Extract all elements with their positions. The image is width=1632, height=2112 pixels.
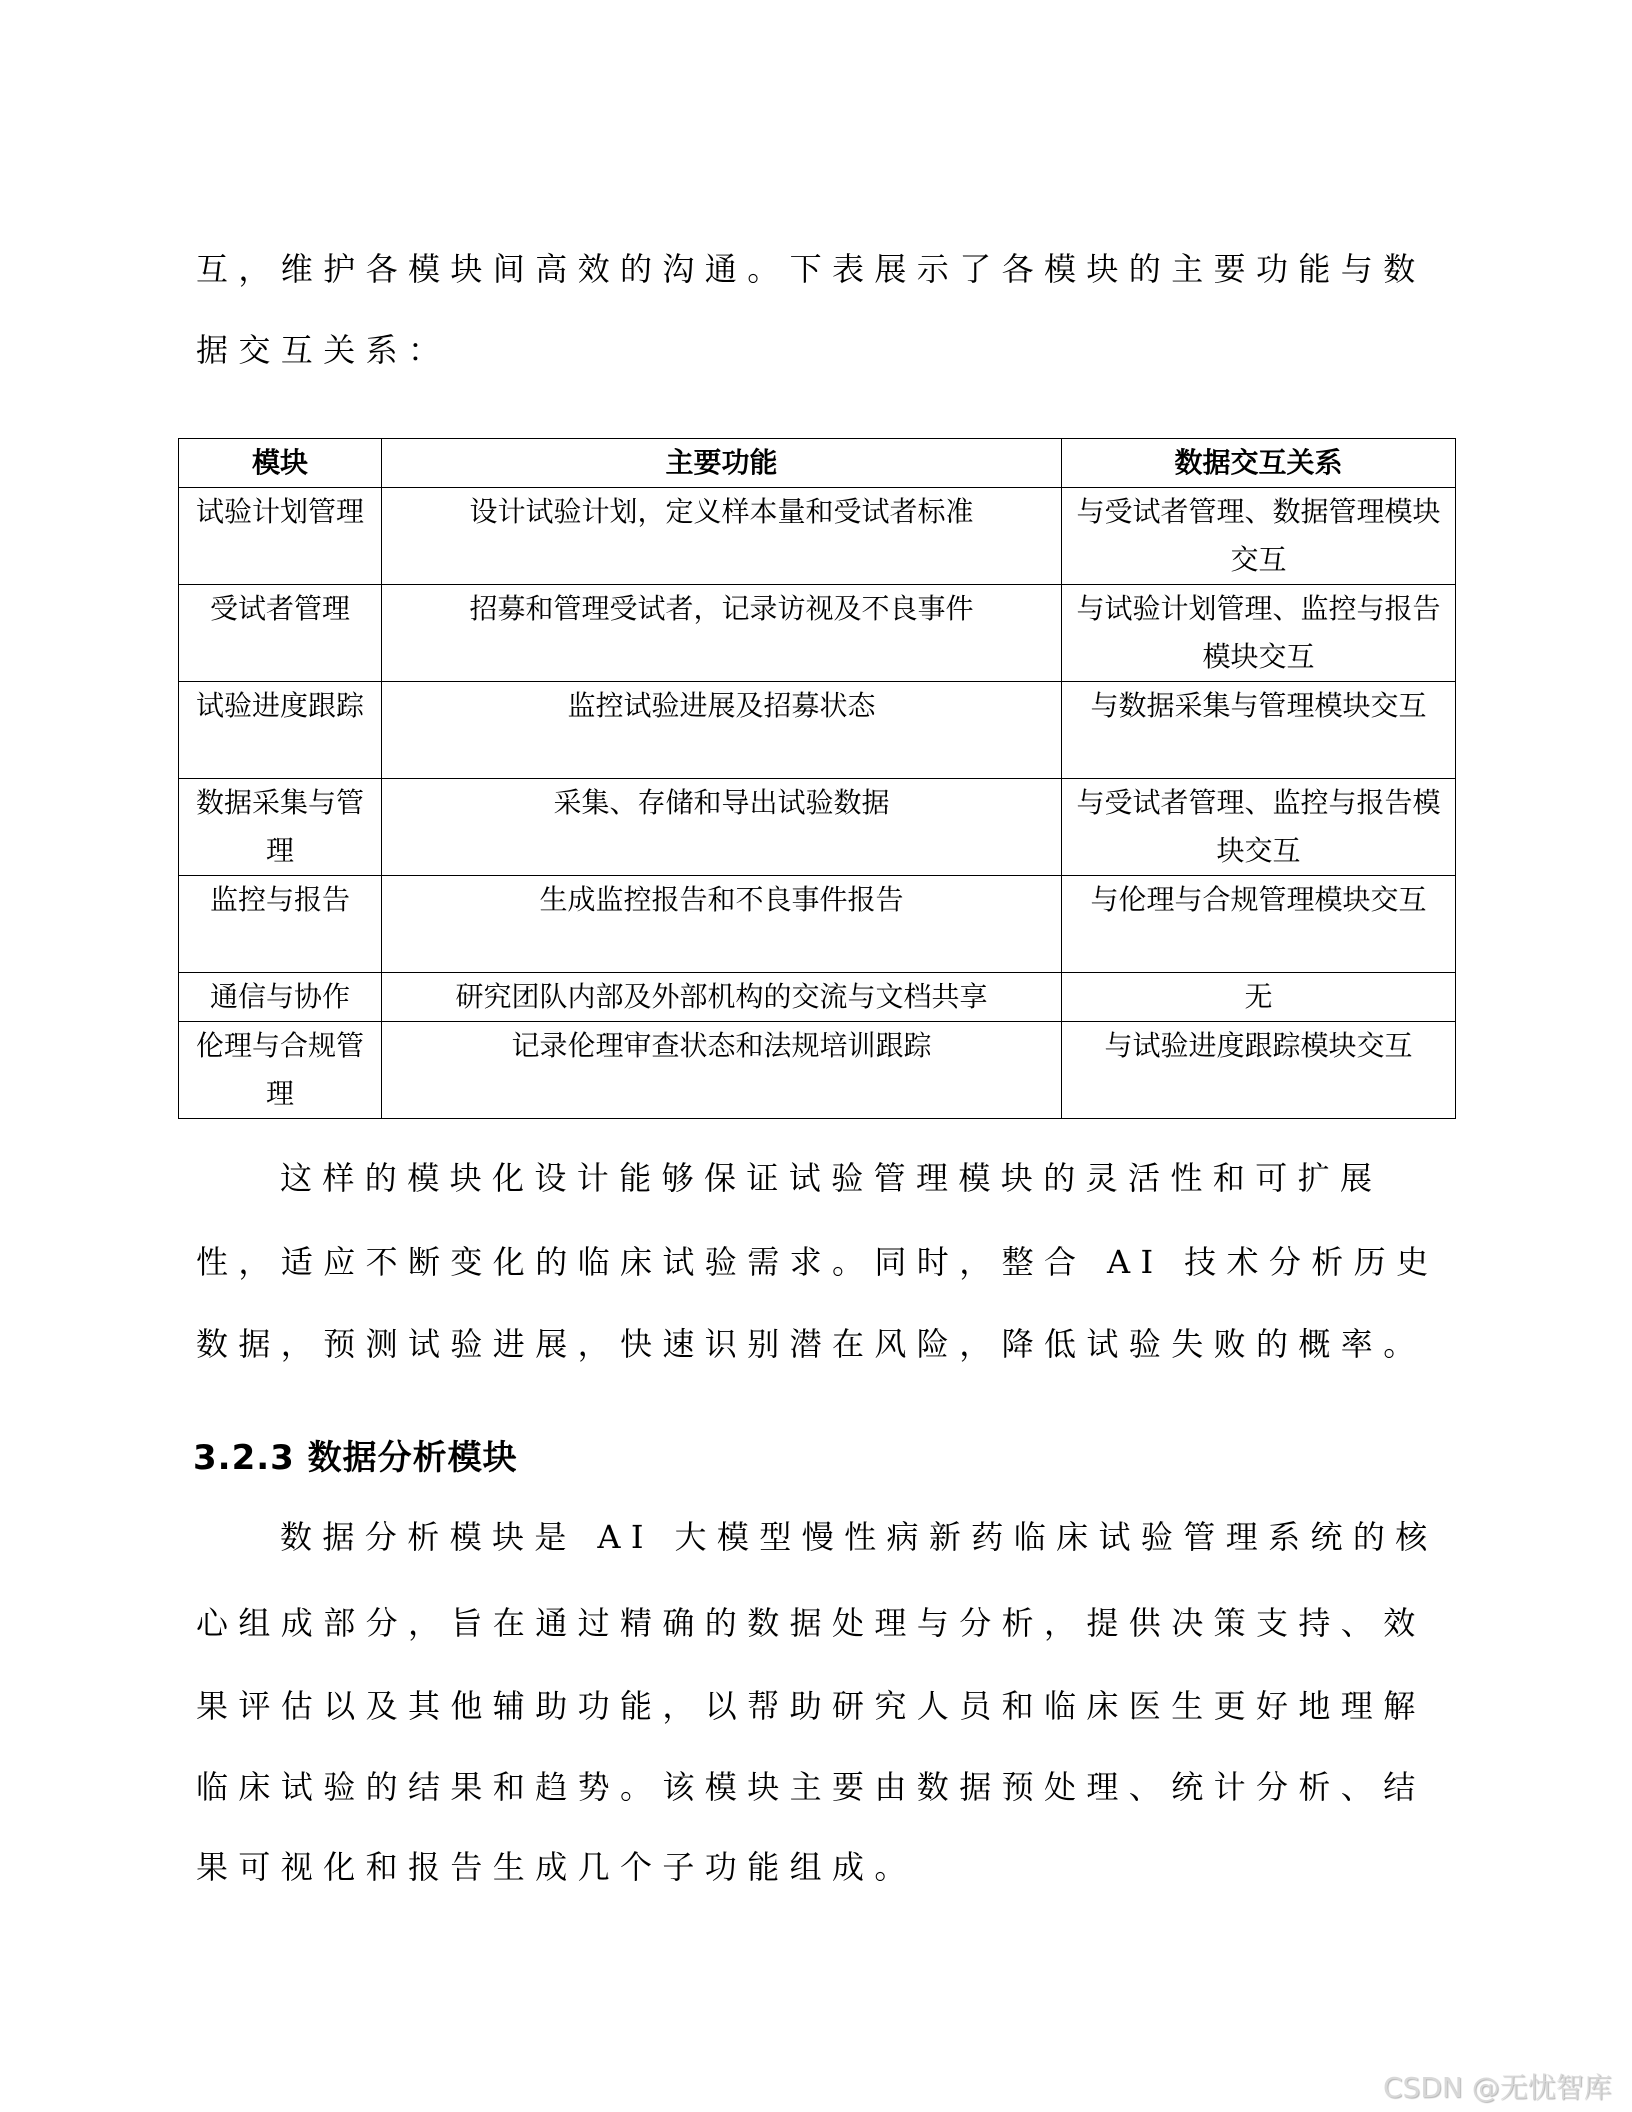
header-module: 模块 [179,439,382,488]
module-function-table [178,438,1456,1119]
cell-function: 监控试验进展及招募状态 [382,682,1062,779]
cell-module: 试验计划管理 [179,488,382,585]
analysis-line-2: 心组成部分，旨在通过精确的数据处理与分析，提供决策支持、效 [196,1604,1426,1642]
cell-interaction: 与数据采集与管理模块交互 [1062,682,1456,779]
intro-line-1: 互，维护各模块间高效的沟通。下表展示了各模块的主要功能与数 [196,250,1426,288]
csdn-watermark: CSDN @无忧智库 [1383,2071,1612,2104]
summary-line-1: 这样的模块化设计能够保证试验管理模块的灵活性和可扩展 [280,1159,1383,1197]
table-row [179,585,1456,682]
table-row [179,779,1456,876]
cell-interaction: 与试验进度跟踪模块交互 [1062,1022,1456,1119]
cell-module: 通信与协作 [179,973,382,1022]
header-interaction: 数据交互关系 [1062,439,1456,488]
table-row [179,488,1456,585]
section-heading: 3.2.3 数据分析模块 [193,1438,518,1478]
cell-module: 数据采集与管理 [179,779,382,876]
cell-function: 设计试验计划，定义样本量和受试者标准 [382,488,1062,585]
intro-line-2: 据交互关系： [196,331,451,369]
table-header-row [179,439,1456,488]
header-function: 主要功能 [382,439,1062,488]
cell-module: 监控与报告 [179,876,382,973]
cell-interaction: 与伦理与合规管理模块交互 [1062,876,1456,973]
table-row [179,1022,1456,1119]
cell-function: 生成监控报告和不良事件报告 [382,876,1062,973]
cell-interaction: 与受试者管理、监控与报告模块交互 [1062,779,1456,876]
cell-module: 试验进度跟踪 [179,682,382,779]
table-row [179,973,1456,1022]
cell-function: 研究团队内部及外部机构的交流与文档共享 [382,973,1062,1022]
summary-line-3: 数据，预测试验进展，快速识别潜在风险，降低试验失败的概率。 [196,1325,1426,1363]
summary-line-2: 性，适应不断变化的临床试验需求。同时，整合 AI 技术分析历史 [196,1243,1439,1281]
table-row [179,876,1456,973]
cell-module: 伦理与合规管理 [179,1022,382,1119]
cell-interaction: 无 [1062,973,1456,1022]
cell-interaction: 与受试者管理、数据管理模块交互 [1062,488,1456,585]
analysis-line-4: 临床试验的结果和趋势。该模块主要由数据预处理、统计分析、结 [196,1768,1426,1806]
cell-function: 招募和管理受试者，记录访视及不良事件 [382,585,1062,682]
analysis-line-1: 数据分析模块是 AI 大模型慢性病新药临床试验管理系统的核 [280,1518,1438,1556]
cell-interaction: 与试验计划管理、监控与报告模块交互 [1062,585,1456,682]
cell-function: 记录伦理审查状态和法规培训跟踪 [382,1022,1062,1119]
cell-function: 采集、存储和导出试验数据 [382,779,1062,876]
analysis-line-5: 果可视化和报告生成几个子功能组成。 [196,1848,917,1886]
cell-module: 受试者管理 [179,585,382,682]
analysis-line-3: 果评估以及其他辅助功能，以帮助研究人员和临床医生更好地理解 [196,1687,1426,1725]
table-row [179,682,1456,779]
